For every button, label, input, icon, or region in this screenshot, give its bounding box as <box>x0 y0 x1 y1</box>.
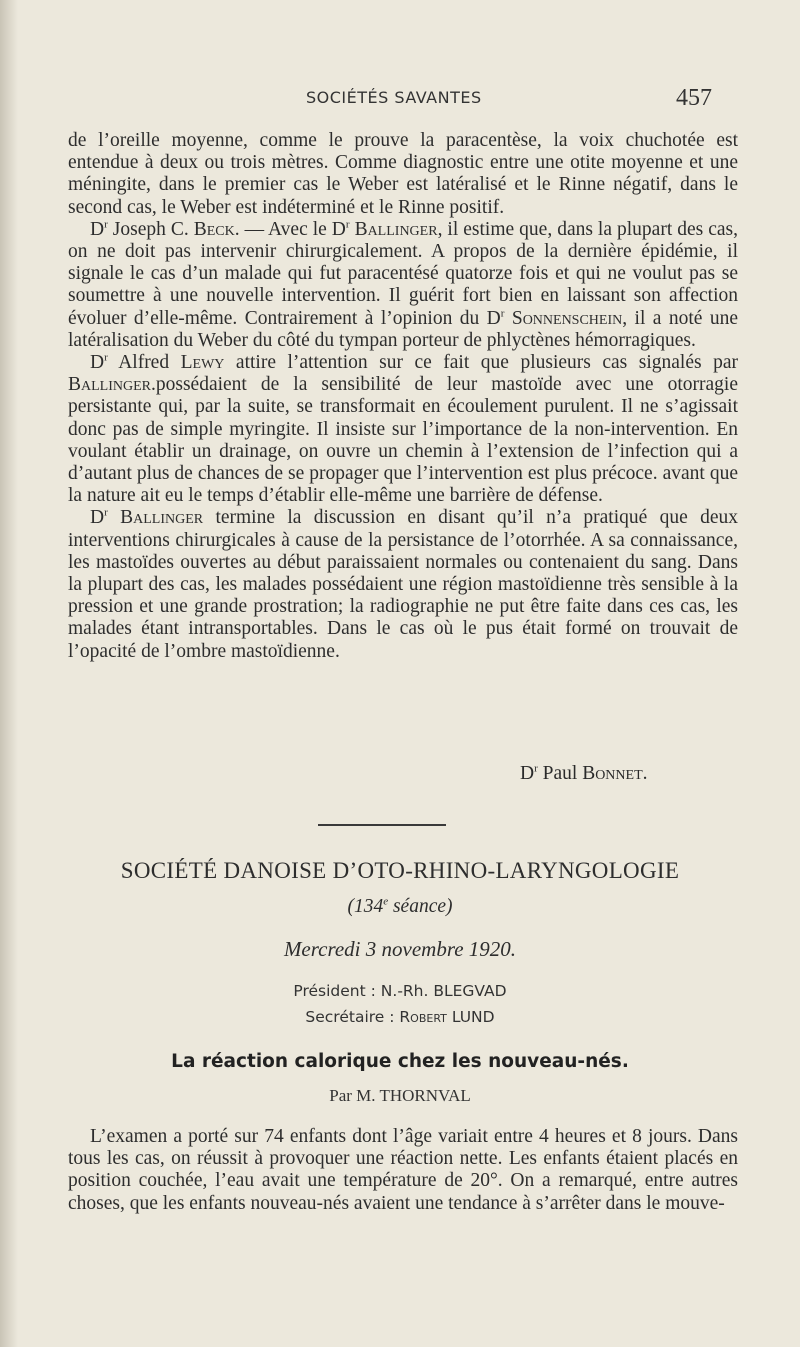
article-byline: Par M. THORNVAL <box>329 1086 471 1105</box>
article-text <box>68 1126 738 1215</box>
section-divider <box>318 824 446 826</box>
running-head-title: SOCIÉTÉS SAVANTES <box>306 88 482 107</box>
author-name: Ballinger <box>68 374 151 396</box>
author-name: Lewy <box>180 352 225 374</box>
secretary-line: Secrétaire : Robert LUND <box>305 1008 495 1026</box>
author-name: Sonnenschein <box>511 307 623 329</box>
author-name: Ballinger <box>120 507 204 529</box>
discussion-text <box>68 130 738 663</box>
author-name: Beck <box>193 218 235 240</box>
paragraph-continuation: de l’oreille moyenne, comme le prouve la paracentèse, la voix chuchotée est entendue à deux ou trois mètres. Comme diagnostic entre une otite moyenne et une méningite, dans le premier cas le Weber est latéralisé et le Rinne négatif, dans le second cas, le Weber est indéterminé et le Rinne positif. <box>68 130 738 218</box>
paragraph-beck: $D^r$ Joseph C. Beck. — Avec le $D^r$ Ballinger, il estime que, dans la plupart des cas, on ne doit pas intervenir chirurgicalement. A propos de la dernière épidémie, il signale le cas d’un malade qui fut paracentésé quatorze fois et qui ne voulut pas se soumettre à une nouvelle intervention. Il guérit fort bien en laissant son affection évoluer d’elle-même. Contrairement à l’opinion du $D^r$ Sonnenschein, il a noté une latéralisation du Weber du côté du tympan porteur de phlyctènes hémorragiques. <box>68 218 739 351</box>
paragraph-ballinger: $D^r$ Ballinger termine la discussion en disant qu’il n’a pratiqué que deux interventions chirurgicales à cause de la persistance de l’otorrhée. A sa connaissance, les mastoïdes ouvertes au début paraissaient normales ou contenaient du sang. Dans la plupart des cas, les malades possédaient une région mastoïdienne très sensible à la pression et une grande prostration; la radiographie ne put être faite dans ces cas, les malades étant intransportables. Dans le cas où le pus était formé on trouvait de l’opacité de l’ombre mastoïdienne. <box>68 506 738 662</box>
president-line: Président : N.-Rh. BLEGVAD <box>293 982 507 1000</box>
paragraph-lewy: $D^r$ Alfred Lewy attire l’attention sur ce fait que plusieurs cas signalés par Ballinger.possédaient de la sensibilité de leur mastoïde avec une otorragie persistante qui, par la suite, se transformait en écoulement purulent. Il ne s’agissait donc pas de simple myringite. Il insiste sur l’importance de la non-intervention. En voulant établir un drainage, on ouvre un chemin à l’extension de l’infection qui a d’autant plus de chances de se propager que l’intervention est plus précoce. avant que la nature ait eu le temps d’établir elle-même une barrière de défense. <box>68 351 738 507</box>
section-title: SOCIÉTÉ DANOISE D’OTO-RHINO-LARYNGOLOGIE <box>120 858 680 883</box>
article-paragraph: L’examen a porté sur 74 enfants dont l’âge variait entre 4 heures et 8 jours. Dans tous les cas, on réussit à provoquer une réaction nette. Les enfants étaient placés en position couchée, l’eau avait une température de 20°. On a remarqué, entre autres choses, que les enfants nouveau-nés avaient une tendance à s’arrêter dans le mouve- <box>68 1126 738 1214</box>
session-number: (134e séance) <box>347 895 453 917</box>
author-name: Ballinger <box>354 218 438 240</box>
running-head <box>0 85 800 112</box>
signature: $D^r$ Paul Bonnet. <box>520 762 648 784</box>
page-gutter-shadow <box>0 0 18 1347</box>
session-date: Mercredi 3 novembre 1920. <box>283 937 517 961</box>
article-title: La réaction calorique chez les nouveau-nés. <box>171 1051 629 1072</box>
page-number: 457 <box>676 85 712 111</box>
